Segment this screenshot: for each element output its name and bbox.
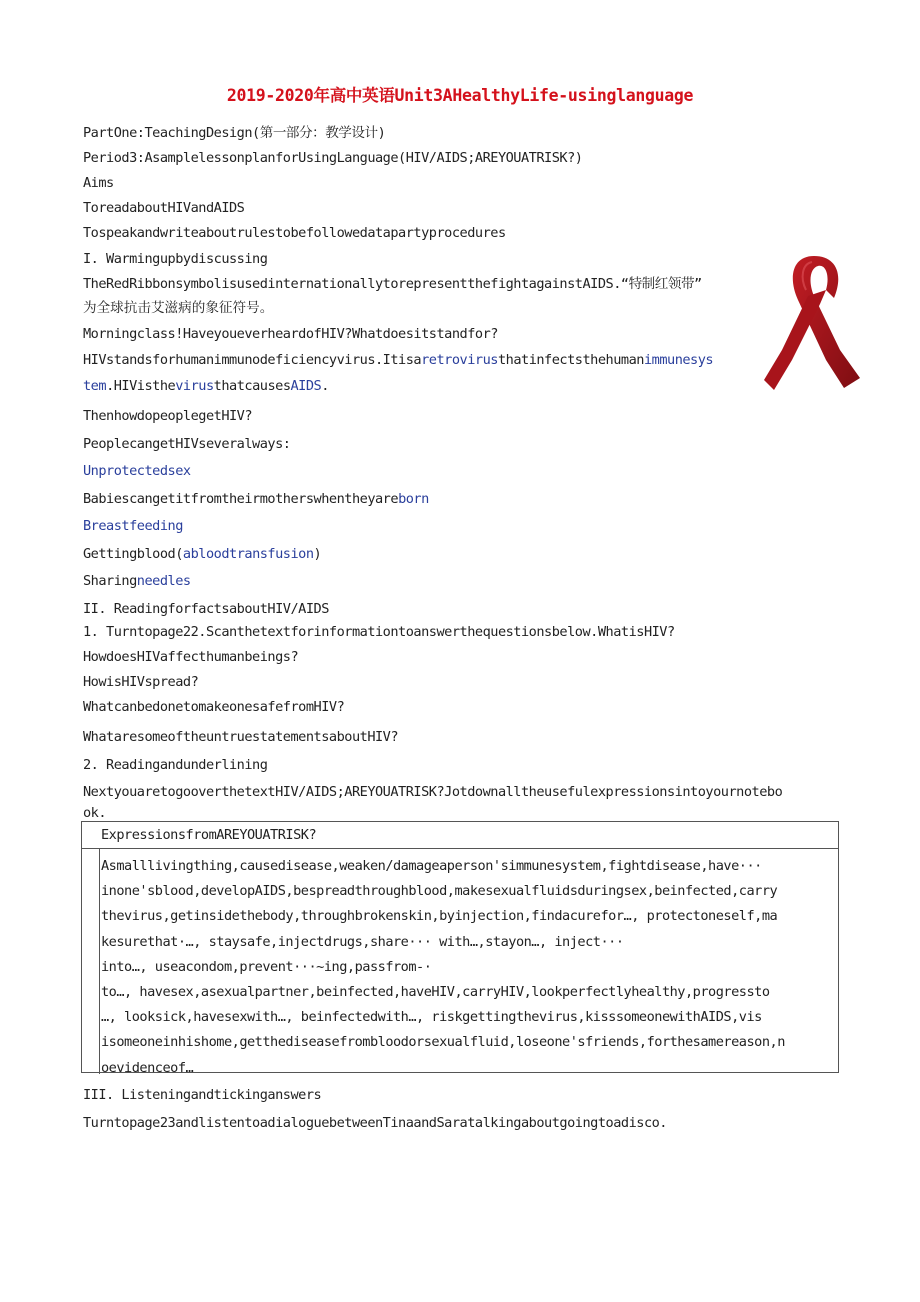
paragraph-line: Turntopage23andlistentoadialoguebetweenTinaandSaratalkingaboutgoingtoadisco.: [83, 1115, 667, 1131]
text-run: ): [313, 546, 322, 562]
link-breastfeeding[interactable]: Breastfeeding: [83, 518, 183, 534]
text-run: .: [321, 378, 329, 394]
text-run: Babiescangetitfromtheirmotherswhentheyare: [83, 491, 399, 507]
paragraph-line: [83, 572, 191, 590]
link-born[interactable]: born: [398, 491, 429, 507]
table-header-text: ExpressionsfromAREYOUATRISK?: [101, 827, 317, 843]
text-run: HIVstandsforhumanimmunodeficiencyvirus.Itisa: [83, 352, 422, 368]
red-ribbon-icon: [762, 250, 866, 394]
document-title: 2019-2020年高中英语Unit3AHealthyLife-usinglanguage: [226, 86, 694, 105]
aim-item: Tospeakandwriteaboutrulestobefollowedatapartyprocedures: [83, 225, 506, 241]
paragraph-line: [83, 545, 321, 563]
link-unprotected-sex[interactable]: Unprotectedsex: [83, 463, 191, 479]
paragraph-line: TheRedRibbonsymbolisusedinternationallytorepresentthefightagainstAIDS.“特制红领带”: [83, 276, 702, 292]
question-line: HowisHIVspread?: [83, 674, 199, 690]
text-run: thatcauses: [213, 378, 291, 394]
paragraph-line: [83, 377, 329, 395]
link-immune-system[interactable]: immunesys: [643, 352, 714, 368]
link-aids[interactable]: AIDS: [290, 378, 322, 394]
link-retrovirus[interactable]: retrovirus: [421, 352, 498, 368]
paragraph-line: ok.: [83, 805, 107, 821]
paragraph-line: 为全球抗击艾滋病的象征符号。: [83, 300, 274, 316]
link-needles[interactable]: needles: [136, 573, 191, 589]
paragraph-line: PeoplecangetHIVseveralways:: [83, 436, 291, 452]
table-row: inone'sblood,developAIDS,bespreadthroughblood,makesexualfluidsduringsex,beinfected,carry: [101, 883, 778, 900]
paragraph-line: Morningclass!HaveyoueverheardofHIV?Whatdoesitstandfor?: [83, 326, 498, 342]
text-run: .HIVisthe: [106, 378, 176, 394]
period-heading: Period3:AsamplelessonplanforUsingLanguage(HIV/AIDS;AREYOUATRISK?): [83, 150, 583, 166]
text-run: thatinfectsthehuman: [497, 352, 644, 368]
table-row: Asmalllivingthing,causedisease,weaken/damageaperson'simmunesystem,fightdisease,have···: [101, 858, 762, 874]
link-blood-transfusion[interactable]: abloodtransfusion: [182, 546, 314, 562]
table-row: thevirus,getinsidethebody,throughbrokenskin,byinjection,findacurefor…, protectoneself,ma: [101, 908, 778, 925]
paragraph-line: [83, 351, 713, 369]
paragraph-line: ThenhowdopeoplegetHIV?: [83, 408, 253, 424]
text-run: Gettingblood(: [83, 546, 183, 562]
part-one-heading: PartOne:TeachingDesign(第一部分：教学设计): [83, 125, 386, 141]
question-line: WhataresomeoftheuntruestatementsaboutHIV?: [83, 729, 399, 745]
table-row: to…, havesex,asexualpartner,beinfected,haveHIV,carryHIV,lookperfectlyhealthy,progressto: [101, 984, 770, 1001]
question-line: HowdoesHIVaffecthumanbeings?: [83, 649, 299, 665]
paragraph-line: [83, 490, 429, 508]
section-heading-3: III. Listeningandtickinganswers: [83, 1087, 322, 1103]
table-row: into…, useacondom,prevent···~ing,passfrom-·: [101, 958, 432, 975]
table-row: kesurethat·…, staysafe,injectdrugs,share··· with…,stayon…, inject···: [101, 933, 624, 950]
expressions-table: [81, 821, 839, 1076]
aims-heading: Aims: [83, 175, 114, 191]
text-run: Sharing: [83, 573, 137, 589]
subsection-heading: 2. Readingandunderlining: [83, 757, 268, 773]
table-cell: [101, 854, 836, 1081]
link-virus[interactable]: virus: [175, 378, 214, 394]
question-line: 1. Turntopage22.Scanthetextforinformationtoanswerthequestionsbelow.WhatisHIV?: [83, 624, 675, 640]
question-line: WhatcanbedonetomakeonesafefromHIV?: [83, 699, 345, 715]
section-heading-1: I. Warmingupbydiscussing: [83, 251, 268, 267]
table-row: oevidenceof…: [101, 1059, 194, 1076]
section-heading-2: II. ReadingforfactsaboutHIV/AIDS: [83, 601, 329, 617]
link-immune-system-cont[interactable]: tem: [83, 378, 107, 394]
table-header: [82, 822, 838, 849]
table-row: isomeoneinhishome,getthediseasefrombloodorsexualfluid,loseone'sfriends,forthesamereason,n: [101, 1034, 785, 1051]
aim-item: ToreadaboutHIVandAIDS: [83, 200, 245, 216]
table-row: …, looksick,havesexwith…, beinfectedwith…, riskgettingthevirus,kisssomeonewithAIDS,vis: [101, 1009, 762, 1026]
paragraph-line: NextyouaretogooverthetextHIV/AIDS;AREYOUATRISK?Jotdownalltheusefulexpressionsintoyournotebo: [83, 784, 783, 800]
